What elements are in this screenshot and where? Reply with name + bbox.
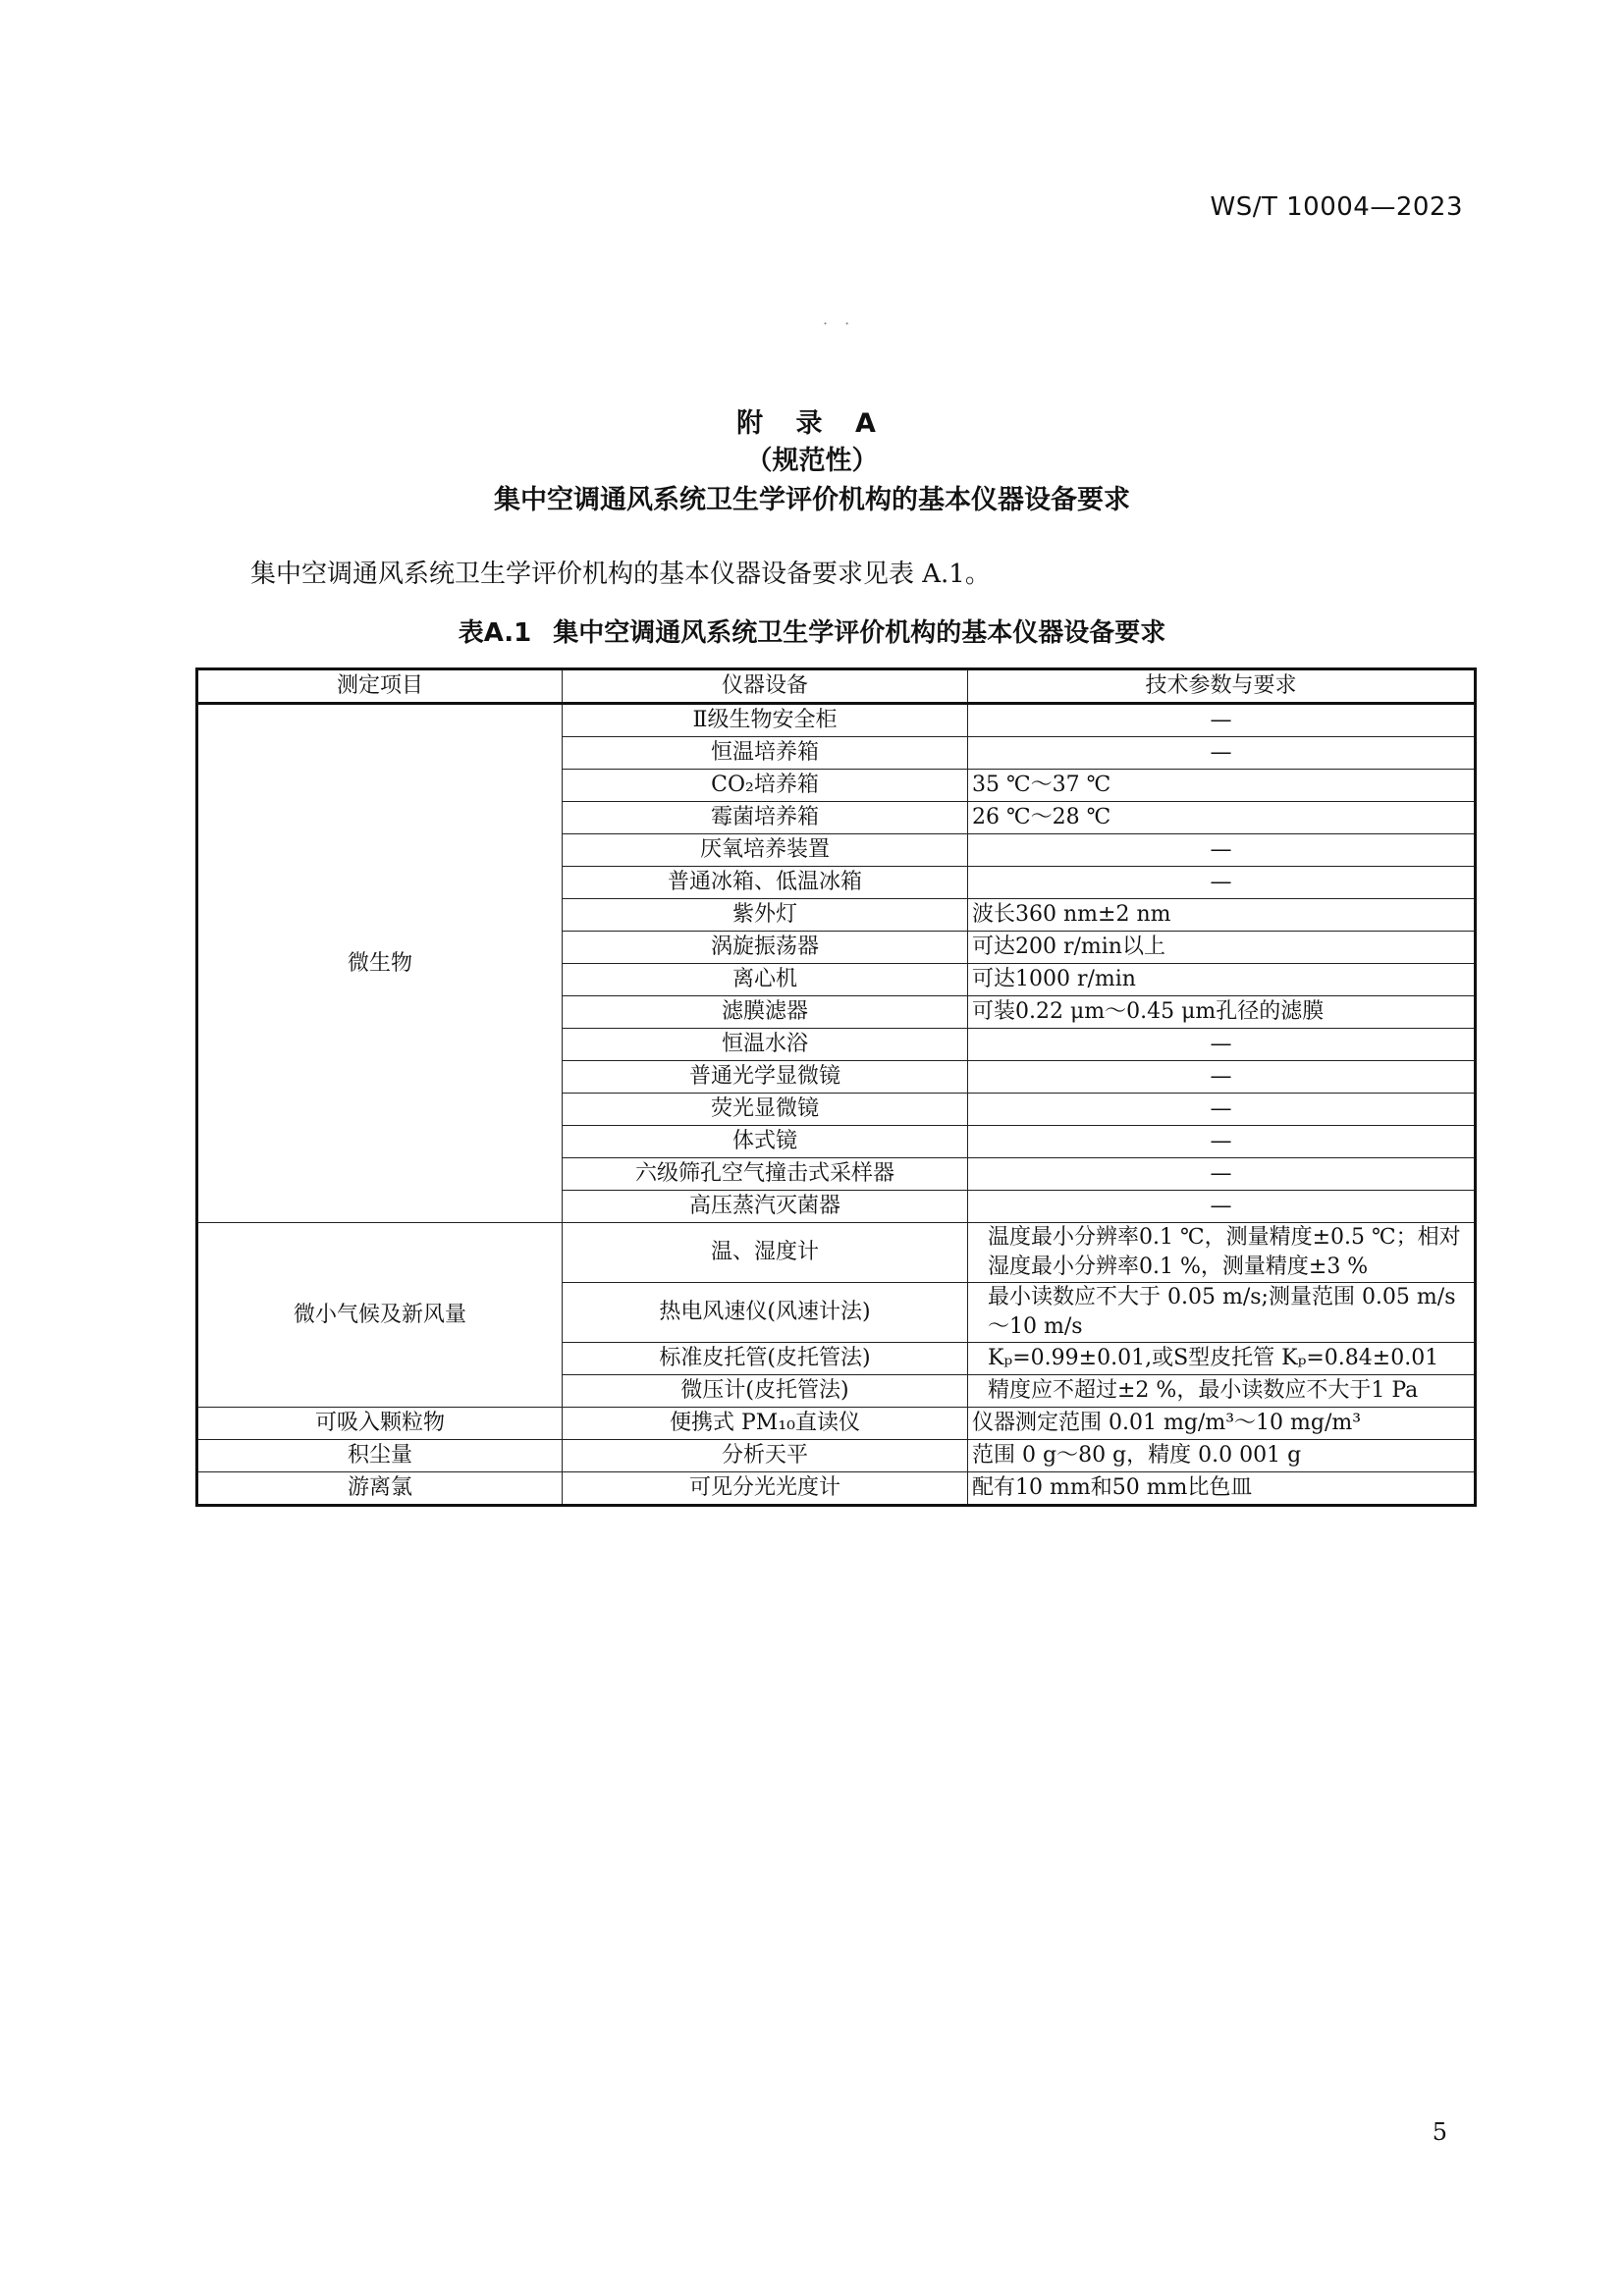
requirement-cell: — — [968, 1191, 1476, 1223]
table-row — [197, 1472, 1476, 1506]
table-title: 集中空调通风系统卫生学评价机构的基本仪器设备要求 — [553, 618, 1166, 648]
requirement-cell: 可装0.22 μm～0.45 μm孔径的滤膜 — [968, 996, 1476, 1029]
requirement-cell: — — [968, 1061, 1476, 1094]
requirement-cell: 仪器测定范围 0.01 mg/m³～10 mg/m³ — [968, 1408, 1476, 1440]
table-caption — [0, 613, 1624, 649]
equipment-table — [195, 667, 1477, 1507]
intro-paragraph: 集中空调通风系统卫生学评价机构的基本仪器设备要求见表 A.1。 — [250, 560, 991, 589]
equipment-cell: 六级筛孔空气撞击式采样器 — [563, 1158, 968, 1191]
requirement-cell: 温度最小分辨率0.1 ℃，测量精度±0.5 ℃；相对湿度最小分辨率0.1 %，测量精度±3 % — [968, 1223, 1476, 1283]
appendix-heading — [0, 410, 1624, 513]
requirement-cell: — — [968, 1094, 1476, 1126]
equipment-cell: 紫外灯 — [563, 899, 968, 932]
table-row — [197, 704, 1476, 737]
table-row — [197, 1408, 1476, 1440]
appendix-title: 集中空调通风系统卫生学评价机构的基本仪器设备要求 — [494, 485, 1130, 515]
requirement-cell: — — [968, 867, 1476, 899]
requirement-cell: 35 ℃～37 ℃ — [968, 770, 1476, 802]
table-row — [197, 1440, 1476, 1472]
equipment-cell: 微压计(皮托管法) — [563, 1375, 968, 1408]
requirement-cell: 范围 0 g～80 g，精度 0.0 001 g — [968, 1440, 1476, 1472]
equipment-cell: 厌氧培养装置 — [563, 834, 968, 867]
equipment-cell: 恒温水浴 — [563, 1029, 968, 1061]
requirement-cell: 精度应不超过±2 %，最小读数应不大于1 Pa — [968, 1375, 1476, 1408]
equipment-cell: 温、湿度计 — [563, 1223, 968, 1283]
requirement-cell: — — [968, 737, 1476, 770]
requirement-cell: — — [968, 1158, 1476, 1191]
category-cell: 积尘量 — [197, 1440, 563, 1472]
table-header-row — [197, 669, 1476, 704]
equipment-cell: 涡旋振荡器 — [563, 932, 968, 964]
appendix-label: 附 录 A — [736, 408, 888, 439]
requirement-cell: 可达1000 r/min — [968, 964, 1476, 996]
decorative-dots: · · — [823, 314, 856, 333]
table-number: 表A.1 — [458, 618, 532, 648]
requirement-cell: 可达200 r/min以上 — [968, 932, 1476, 964]
equipment-cell: 热电风速仪(风速计法) — [563, 1283, 968, 1343]
category-cell: 微生物 — [197, 704, 563, 1223]
requirement-cell: — — [968, 1029, 1476, 1061]
requirement-cell: 最小读数应不大于 0.05 m/s;测量范围 0.05 m/s～10 m/s — [968, 1283, 1476, 1343]
category-cell: 可吸入颗粒物 — [197, 1408, 563, 1440]
requirement-cell: — — [968, 704, 1476, 737]
requirement-cell: Kₚ=0.99±0.01,或S型皮托管 Kₚ=0.84±0.01 — [968, 1343, 1476, 1375]
equipment-cell: 普通光学显微镜 — [563, 1061, 968, 1094]
requirement-cell: 波长360 nm±2 nm — [968, 899, 1476, 932]
equipment-cell: 恒温培养箱 — [563, 737, 968, 770]
header-item: 测定项目 — [197, 669, 563, 704]
equipment-cell: 霉菌培养箱 — [563, 802, 968, 834]
requirement-cell: — — [968, 834, 1476, 867]
equipment-cell: 荧光显微镜 — [563, 1094, 968, 1126]
requirement-cell: 配有10 mm和50 mm比色皿 — [968, 1472, 1476, 1506]
standard-code: WS/T 10004—2023 — [1210, 192, 1463, 222]
equipment-cell: 可见分光光度计 — [563, 1472, 968, 1506]
category-cell: 游离氯 — [197, 1472, 563, 1506]
page-number: 5 — [1432, 2118, 1447, 2146]
table-body — [197, 704, 1476, 1506]
equipment-cell: 体式镜 — [563, 1126, 968, 1158]
requirement-cell: — — [968, 1126, 1476, 1158]
equipment-cell: Ⅱ级生物安全柜 — [563, 704, 968, 737]
table-row — [197, 1223, 1476, 1283]
equipment-cell: 标准皮托管(皮托管法) — [563, 1343, 968, 1375]
requirement-cell: 26 ℃～28 ℃ — [968, 802, 1476, 834]
header-requirements: 技术参数与要求 — [968, 669, 1476, 704]
equipment-cell: 分析天平 — [563, 1440, 968, 1472]
appendix-type: （规范性） — [745, 446, 879, 476]
equipment-cell: 离心机 — [563, 964, 968, 996]
header-equipment: 仪器设备 — [563, 669, 968, 704]
equipment-cell: 高压蒸汽灭菌器 — [563, 1191, 968, 1223]
equipment-cell: CO₂培养箱 — [563, 770, 968, 802]
category-cell: 微小气候及新风量 — [197, 1223, 563, 1408]
equipment-cell: 普通冰箱、低温冰箱 — [563, 867, 968, 899]
equipment-cell: 滤膜滤器 — [563, 996, 968, 1029]
equipment-cell: 便携式 PM₁₀直读仪 — [563, 1408, 968, 1440]
